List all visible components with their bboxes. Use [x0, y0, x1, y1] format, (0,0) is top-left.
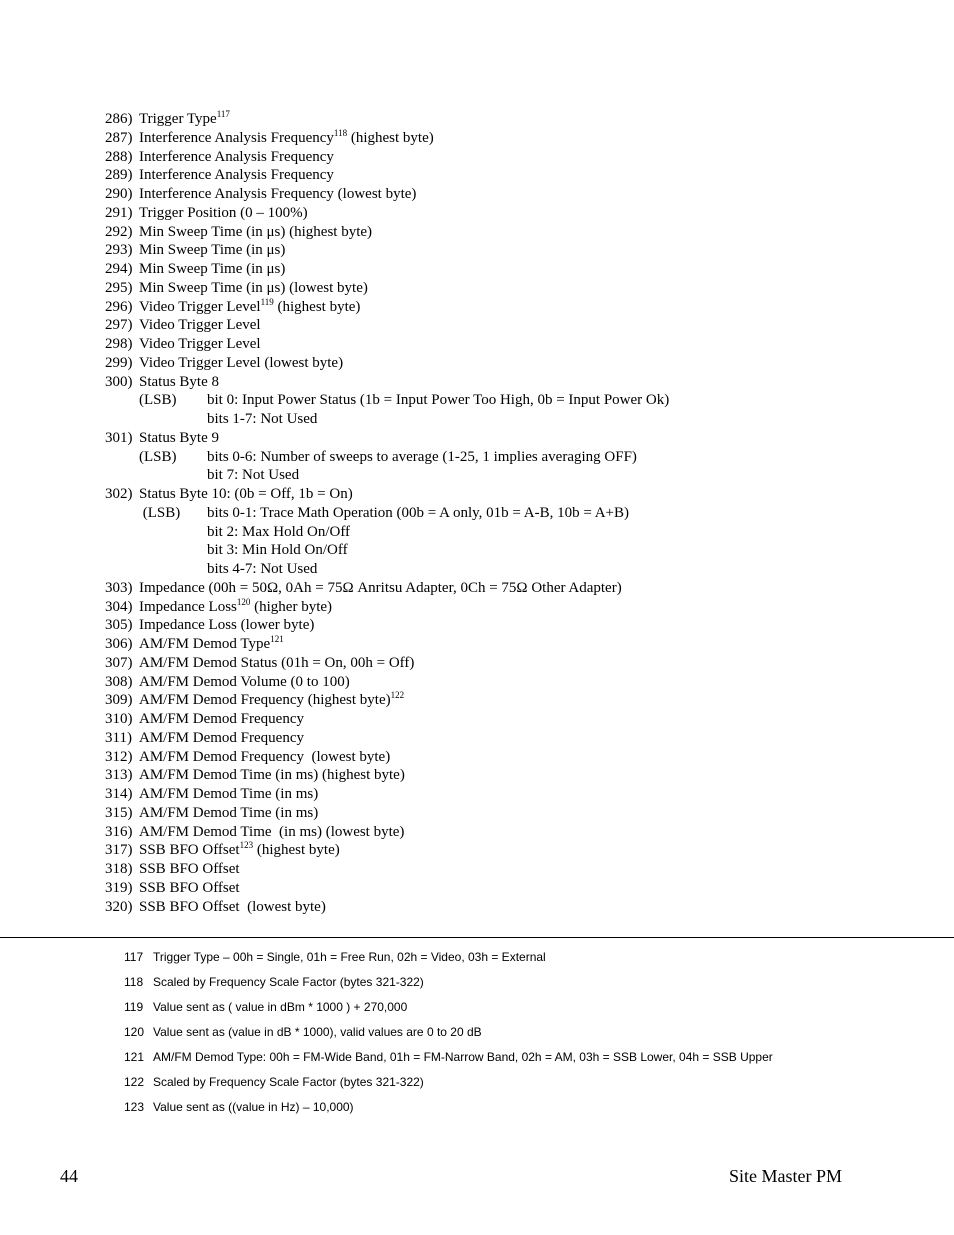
byte-entry [105, 691, 865, 710]
bit-description: bit 2: Max Hold On/Off [207, 523, 351, 540]
entry-description [139, 166, 334, 185]
entry-description [139, 804, 318, 823]
footnote-reference: 117 [216, 109, 230, 119]
entry-description [139, 223, 372, 242]
footnote-text: Scaled by Frequency Scale Factor (bytes 321-322) [153, 1075, 424, 1089]
footnote-reference: 118 [333, 127, 348, 138]
entry-text: AM/FM Demod Volume (0 to 100) [139, 673, 350, 690]
byte-entry [105, 223, 865, 242]
footnote-divider [0, 937, 954, 938]
entry-number: 303) [105, 579, 133, 596]
entry-text: SSB BFO Offset (lowest byte) [139, 898, 326, 915]
footnote-text: Scaled by Frequency Scale Factor (bytes 321-322) [153, 975, 424, 989]
entry-number: 299) [105, 354, 133, 371]
entry-text: SSB BFO Offset [139, 861, 240, 877]
entry-description [139, 691, 404, 710]
entry-text: Status Byte 10: (0b = Off, 1b = On) [139, 486, 353, 502]
bit-detail-line [105, 504, 865, 523]
footnote-text: Trigger Type – 00h = Single, 01h = Free Run, 02h = Video, 03h = External [153, 950, 546, 964]
entry-text: AM/FM Demod Time (in ms) (highest byte) [139, 767, 405, 784]
byte-entry [105, 823, 865, 842]
byte-entry [105, 429, 865, 448]
byte-entry [105, 766, 865, 785]
byte-entry [105, 241, 865, 260]
bit-description: bit 7: Not Used [207, 467, 300, 484]
byte-entry [105, 616, 865, 635]
entry-number: 314) [105, 786, 133, 802]
entry-text: Min Sweep Time (in μs) (lowest byte) [139, 279, 368, 296]
bit-detail-line [105, 466, 865, 485]
entry-description [139, 860, 240, 879]
entry-text: AM/FM Demod Type [139, 636, 271, 652]
entry-text: AM/FM Demod Status (01h = On, 00h = Off) [139, 654, 415, 671]
entry-text: Interference Analysis Frequency [139, 148, 334, 165]
entry-description [139, 298, 360, 317]
footnote-number: 117 [124, 950, 144, 964]
footnote-list [124, 947, 924, 1122]
footnote [124, 997, 924, 1022]
entry-description [139, 110, 230, 129]
entry-description [139, 148, 334, 167]
byte-entry [105, 166, 865, 185]
entry-number: 307) [105, 654, 133, 671]
entry-description [139, 823, 404, 842]
entry-description [139, 748, 390, 767]
byte-entry [105, 279, 865, 298]
bit-description: bit 0: Input Power Status (1b = Input Power Too High, 0b = Input Power Ok) [207, 392, 670, 409]
entry-description [139, 316, 261, 335]
entry-description [139, 485, 353, 504]
entry-description [139, 260, 285, 279]
footnote-number: 119 [124, 1000, 144, 1014]
byte-entry [105, 785, 865, 804]
bit-detail-line [105, 448, 865, 467]
entry-text: Interference Analysis Frequency [139, 129, 334, 146]
entry-description [139, 335, 261, 354]
entry-number: 300) [105, 373, 133, 390]
entry-text: Trigger Type [139, 111, 217, 127]
footnote-number: 122 [124, 1075, 145, 1089]
footnote-text: Value sent as ( value in dBm * 1000 ) + 270,000 [153, 1000, 408, 1014]
entry-number: 311) [105, 729, 132, 746]
entry-number: 301) [105, 429, 133, 446]
byte-entry [105, 841, 865, 860]
byte-entry [105, 485, 865, 504]
footnote-number: 120 [124, 1025, 145, 1039]
entry-number: 292) [105, 223, 133, 240]
entry-number: 288) [105, 148, 133, 165]
bit-detail-line [105, 560, 865, 579]
footnote-reference: 119 [260, 296, 274, 307]
lsb-label: (LSB) [139, 448, 177, 465]
entry-description [139, 841, 340, 860]
entry-description [139, 429, 219, 448]
byte-entry [105, 635, 865, 654]
entry-number: 309) [105, 692, 133, 709]
footnote-number: 123 [124, 1100, 145, 1114]
bit-detail-line [105, 410, 865, 429]
entry-description [139, 635, 284, 654]
entry-number: 305) [105, 617, 133, 634]
entry-number: 304) [105, 598, 133, 615]
footnote-reference: 122 [390, 690, 405, 701]
entry-description [139, 185, 416, 204]
byte-entry [105, 598, 865, 617]
entry-number: 294) [105, 261, 133, 277]
footnote [124, 1047, 924, 1072]
entry-number: 291) [105, 204, 133, 221]
entry-text: Impedance Loss [139, 598, 237, 615]
entry-description [139, 241, 285, 260]
entry-text: AM/FM Demod Frequency [139, 729, 304, 746]
byte-entry [105, 373, 865, 392]
entry-description [139, 279, 368, 298]
entry-description [139, 373, 219, 392]
entry-text: Video Trigger Level [139, 317, 261, 334]
entry-number: 290) [105, 186, 133, 202]
entry-description [139, 204, 308, 223]
footnote-reference: 120 [236, 596, 251, 607]
entry-description [139, 598, 332, 617]
bit-description: bits 0-1: Trace Math Operation (00b = A only, 01b = A-B, 10b = A+B) [207, 504, 630, 521]
entry-number: 286) [105, 111, 133, 127]
byte-entry [105, 185, 865, 204]
footnote-reference: 123 [239, 840, 254, 851]
entry-number: 313) [105, 767, 133, 784]
entry-text: Interference Analysis Frequency [139, 167, 334, 184]
byte-entry [105, 710, 865, 729]
bit-detail-line [105, 523, 865, 542]
byte-entry [105, 354, 865, 373]
byte-entry [105, 129, 865, 148]
entry-number: 289) [105, 167, 133, 184]
page-number: 44 [60, 1166, 78, 1186]
byte-entry [105, 260, 865, 279]
entry-description [139, 729, 304, 748]
entry-text: Video Trigger Level [139, 298, 261, 315]
bit-description: bits 0-6: Number of sweeps to average (1-25, 1 implies averaging OFF) [207, 448, 637, 465]
entry-text: Video Trigger Level (lowest byte) [139, 354, 344, 371]
lsb-label: (LSB) [139, 504, 181, 521]
entry-description [139, 766, 405, 785]
entry-text: (higher byte) [250, 598, 333, 615]
footnote-text: Value sent as ((value in Hz) – 10,000) [153, 1100, 354, 1114]
entry-text: (highest byte) [253, 842, 340, 859]
footnote-number: 118 [124, 975, 144, 989]
byte-list [105, 110, 865, 916]
entry-number: 287) [105, 129, 133, 146]
footnote [124, 1022, 924, 1047]
byte-entry [105, 335, 865, 354]
lsb-label: (LSB) [139, 392, 177, 409]
entry-description [139, 710, 304, 729]
entry-text: AM/FM Demod Frequency (highest byte) [139, 692, 391, 709]
byte-entry [105, 148, 865, 167]
byte-entry [105, 804, 865, 823]
entry-number: 296) [105, 298, 133, 315]
entry-text: Video Trigger Level [139, 336, 261, 352]
entry-text: Impedance Loss (lower byte) [139, 617, 315, 634]
entry-text: (highest byte) [273, 298, 361, 315]
entry-text: AM/FM Demod Time (in ms) [139, 804, 319, 821]
footnote [124, 1097, 924, 1122]
entry-text: SSB BFO Offset [139, 842, 240, 859]
entry-number: 312) [105, 748, 133, 765]
entry-text: Interference Analysis Frequency (lowest byte) [139, 186, 417, 202]
entry-description [139, 354, 343, 373]
footnote [124, 947, 924, 972]
entry-number: 293) [105, 242, 133, 259]
byte-entry [105, 204, 865, 223]
byte-entry [105, 316, 865, 335]
footnote-number: 121 [124, 1050, 145, 1064]
entry-text: Min Sweep Time (in μs) [139, 242, 286, 259]
entry-number: 318) [105, 861, 133, 877]
entry-number: 306) [105, 636, 133, 652]
entry-text: AM/FM Demod Time (in ms) [139, 786, 319, 802]
entry-description [139, 785, 318, 804]
byte-entry [105, 579, 865, 598]
byte-entry [105, 673, 865, 692]
entry-description [139, 616, 314, 635]
footnote [124, 972, 924, 997]
entry-description [139, 654, 414, 673]
entry-text: Status Byte 8 [139, 373, 220, 390]
byte-entry [105, 654, 865, 673]
entry-text: SSB BFO Offset [139, 879, 240, 896]
byte-entry [105, 898, 865, 917]
entry-number: 317) [105, 842, 133, 859]
entry-text: (highest byte) [347, 129, 434, 146]
entry-number: 298) [105, 336, 133, 352]
entry-text: Trigger Position (0 – 100%) [139, 204, 308, 221]
bit-description: bits 4-7: Not Used [207, 561, 318, 577]
entry-text: Status Byte 9 [139, 429, 220, 446]
bit-detail-line [105, 391, 865, 410]
entry-description [139, 879, 240, 898]
entry-text: Min Sweep Time (in μs) (highest byte) [139, 223, 373, 240]
entry-number: 302) [105, 486, 133, 502]
byte-entry [105, 879, 865, 898]
entry-number: 319) [105, 879, 133, 896]
bit-description: bits 1-7: Not Used [207, 411, 318, 427]
byte-entry [105, 748, 865, 767]
footnote [124, 1072, 924, 1097]
entry-number: 297) [105, 317, 133, 334]
entry-description [139, 129, 434, 148]
byte-entry [105, 729, 865, 748]
entry-text: AM/FM Demod Frequency [139, 711, 304, 727]
entry-description [139, 898, 326, 917]
byte-entry [105, 298, 865, 317]
entry-number: 316) [105, 823, 133, 840]
byte-entry [105, 860, 865, 879]
entry-text: AM/FM Demod Time (in ms) (lowest byte) [139, 823, 405, 840]
entry-number: 310) [105, 711, 133, 727]
entry-text: Impedance (00h = 50Ω, 0Ah = 75Ω Anritsu Adapter, 0Ch = 75Ω Other Adapter) [139, 579, 622, 596]
byte-entry [105, 110, 865, 129]
entry-number: 320) [105, 898, 133, 915]
entry-number: 295) [105, 279, 133, 296]
entry-text: Min Sweep Time (in μs) [139, 261, 286, 277]
footnote-text: Value sent as (value in dB * 1000), valid values are 0 to 20 dB [153, 1025, 482, 1039]
document-title: Site Master PM [729, 1166, 843, 1186]
footnote-text: AM/FM Demod Type: 00h = FM-Wide Band, 01h = FM-Narrow Band, 02h = AM, 03h = SSB Lower, 04h = SSB Upper [153, 1050, 773, 1064]
bit-detail-line [105, 541, 865, 560]
footnote-reference: 121 [270, 634, 284, 644]
entry-text: AM/FM Demod Frequency (lowest byte) [139, 748, 391, 765]
entry-number: 308) [105, 673, 133, 690]
entry-description [139, 579, 622, 598]
entry-number: 315) [105, 804, 133, 821]
bit-description: bit 3: Min Hold On/Off [207, 542, 348, 559]
entry-description [139, 673, 350, 692]
